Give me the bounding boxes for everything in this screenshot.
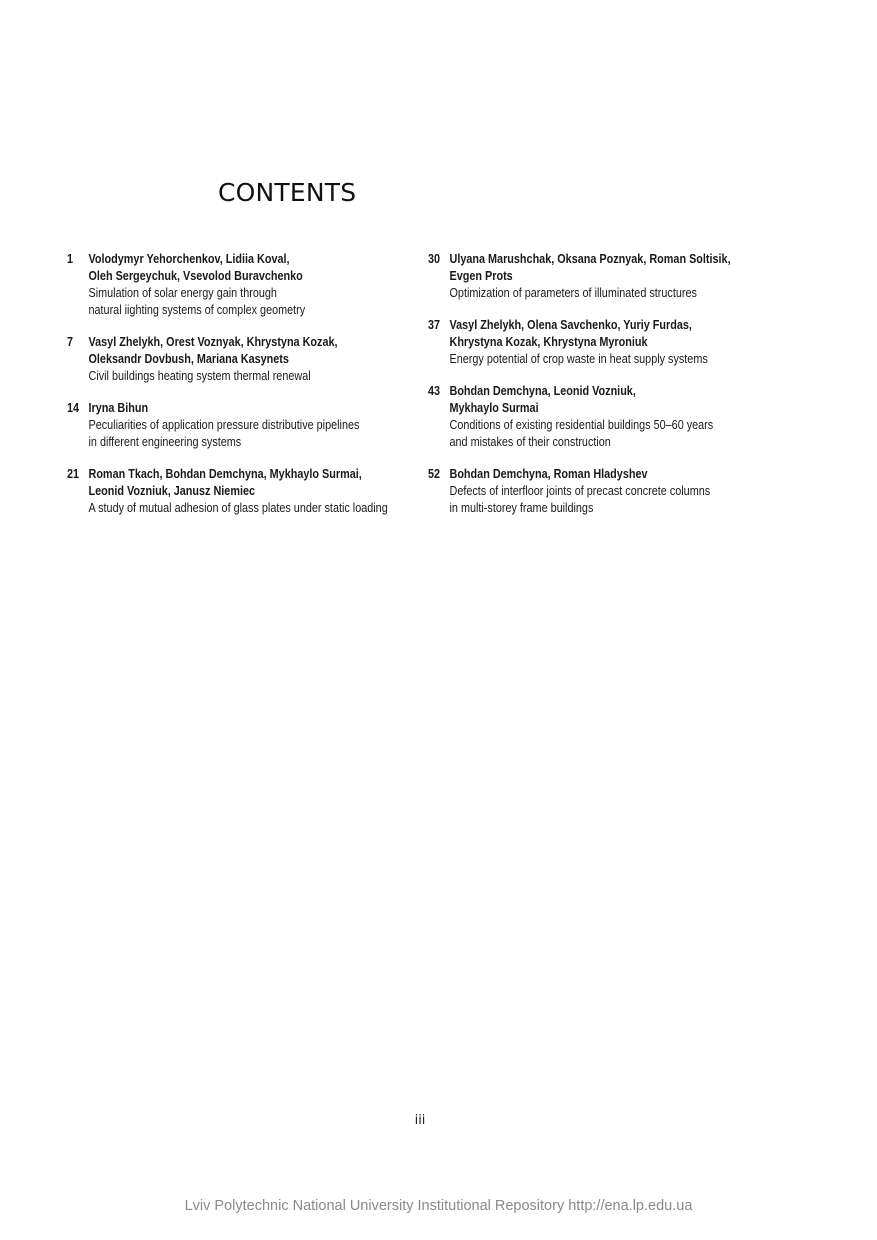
toc-page-number: 52 — [428, 467, 441, 481]
toc-page-number: 30 — [428, 252, 441, 266]
toc-authors: Bohdan Demchyna, Roman Hladyshev — [449, 467, 648, 481]
toc-page-number: 37 — [428, 318, 441, 332]
toc-article-title: A study of mutual adhesion of glass plates under static loading — [88, 501, 388, 515]
toc-article-title: Conditions of existing residential buildings 50–60 years and mistakes of their construction — [449, 418, 714, 449]
toc-entry[interactable] — [428, 383, 776, 451]
toc-article-title: Defects of interfloor joints of precast concrete columns in multi-storey frame buildings — [449, 484, 711, 515]
toc-authors: Iryna Bihun — [88, 401, 149, 415]
toc-entry[interactable] — [67, 334, 450, 385]
toc-article-title: Peculiarities of application pressure distributive pipelines in different engineering systems — [88, 418, 360, 449]
toc-entry[interactable] — [67, 466, 450, 517]
toc-article-title: Optimization of parameters of illuminated structures — [449, 286, 697, 300]
toc-entry[interactable] — [428, 317, 776, 368]
repository-footer: Lviv Polytechnic National University Institutional Repository http://ena.lp.edu.ua — [184, 1198, 693, 1214]
toc-authors: Vasyl Zhelykh, Orest Voznyak, Khrystyna Kozak, Oleksandr Dovbush, Mariana Kasynets — [88, 335, 338, 366]
toc-authors: Vasyl Zhelykh, Olena Savchenko, Yuriy Furdas, Khrystyna Kozak, Khrystyna Myroniuk — [449, 318, 692, 349]
page-title: CONTENTS — [218, 178, 357, 207]
toc-entry[interactable] — [428, 466, 776, 517]
toc-authors: Roman Tkach, Bohdan Demchyna, Mykhaylo Surmai, Leonid Vozniuk, Janusz Niemiec — [88, 467, 362, 498]
toc-page-number: 43 — [428, 384, 441, 398]
toc-page-number: 21 — [67, 467, 80, 481]
toc-article-title: Simulation of solar energy gain through natural iighting systems of complex geometry — [88, 286, 306, 317]
toc-entry[interactable] — [428, 251, 776, 302]
page-number: iii — [414, 1113, 426, 1128]
toc-right-column — [428, 251, 758, 532]
toc-page-number: 14 — [67, 401, 80, 415]
toc-article-title: Energy potential of crop waste in heat supply systems — [449, 352, 708, 366]
toc-page-number: 1 — [67, 252, 74, 266]
toc-authors: Ulyana Marushchak, Oksana Poznyak, Roman Soltisik, Evgen Prots — [449, 252, 731, 283]
toc-article-title: Civil buildings heating system thermal renewal — [88, 369, 311, 383]
toc-entry[interactable] — [67, 400, 450, 451]
toc-authors: Bohdan Demchyna, Leonid Vozniuk, Mykhaylo Surmai — [449, 384, 636, 415]
toc-left-column — [67, 251, 427, 532]
toc-authors: Volodymyr Yehorchenkov, Lidiia Koval, Oleh Sergeychuk, Vsevolod Buravchenko — [88, 252, 303, 283]
toc-entry[interactable] — [67, 251, 450, 319]
toc-page-number: 7 — [67, 335, 74, 349]
